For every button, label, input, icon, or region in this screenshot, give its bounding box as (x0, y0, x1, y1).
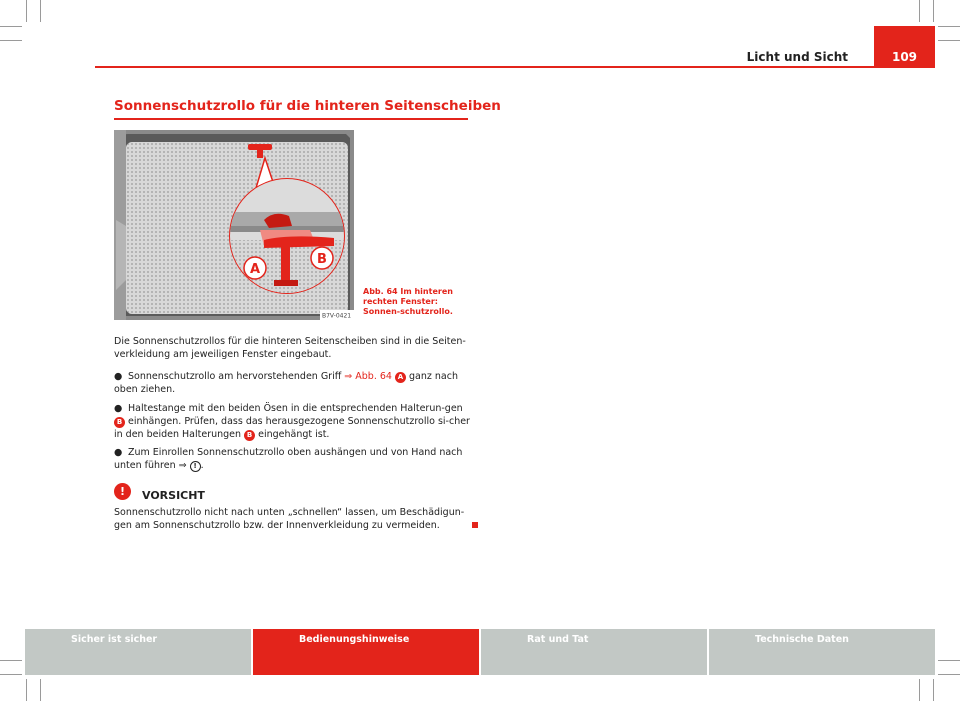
footer-tab-rat[interactable]: Rat und Tat (481, 629, 707, 675)
crop-mark (919, 679, 920, 701)
bullet-symbol: ● (114, 371, 123, 382)
crop-mark (40, 0, 41, 22)
crop-mark (933, 679, 934, 701)
sunshade-illustration (114, 130, 354, 320)
crop-mark (919, 0, 920, 22)
crop-mark (26, 679, 27, 701)
bullet-symbol: ● (114, 447, 123, 458)
badge-b: B (244, 430, 255, 441)
crop-mark (40, 679, 41, 701)
bullet-item-3: ● Zum Einrollen Sonnenschutzrollo oben aushängen und von Hand nach unten führen ⇒ ! . (114, 447, 463, 471)
crop-mark (0, 26, 22, 27)
crop-mark (938, 40, 960, 41)
figure-code: B7V-0421 (322, 312, 352, 320)
warning-title: VORSICHT (142, 489, 205, 502)
bullet-item-2: ● Haltestange mit den beiden Ösen in die entsprechenden Halterun-gen B einhängen. Prüfen, dass das herausgezogene Sonnenschutzrollo si-cher in den beiden Halterungen B eingehängt ist. (114, 403, 470, 440)
page-number: 109 (874, 26, 935, 67)
footer-nav (25, 629, 935, 675)
footer-tab-technische[interactable]: Technische Daten (709, 629, 935, 675)
footer-tab-sicher[interactable]: Sicher ist sicher (25, 629, 251, 675)
section-underline (114, 118, 468, 120)
caution-icon: ! (114, 483, 131, 500)
crop-mark (938, 674, 960, 675)
figure-reference-link[interactable]: ⇒ Abb. 64 (344, 371, 392, 382)
label-b: B (317, 252, 327, 267)
crop-mark (0, 674, 22, 675)
crop-mark (938, 26, 960, 27)
bullet-symbol: ● (114, 403, 123, 414)
figure-caption: Abb. 64 Im hinteren rechten Fenster: Sonnen-schutzrollo. (363, 287, 453, 316)
crop-mark (0, 40, 22, 41)
badge-a: A (395, 372, 406, 383)
crop-mark (26, 0, 27, 22)
figure-sunshade (114, 130, 354, 320)
warning-reference-icon[interactable]: ! (190, 461, 201, 472)
header-rule (95, 66, 935, 68)
label-a: A (249, 262, 261, 277)
badge-b: B (114, 417, 125, 428)
section-end-mark (472, 522, 478, 528)
chapter-title: Licht und Sicht (746, 50, 848, 64)
crop-mark (938, 660, 960, 661)
footer-tab-bedienung[interactable]: Bedienungshinweise (253, 629, 479, 675)
section-title: Sonnenschutzrollo für die hinteren Seitenscheiben (114, 98, 501, 114)
crop-mark (0, 660, 22, 661)
warning-text: Sonnenschutzrollo nicht nach unten „schnellen“ lassen, um Beschädigun-gen am Sonnenschutzrollo bzw. der Innenverkleidung zu vermeiden. (114, 507, 465, 531)
crop-mark (933, 0, 934, 22)
intro-paragraph: Die Sonnenschutzrollos für die hinteren Seitenscheiben sind in die Seiten-verkleidung am jeweiligen Fenster eingebaut. (114, 336, 466, 360)
bullet-item-1: ● Sonnenschutzrollo am hervorstehenden Griff ⇒ Abb. 64 A ganz nach oben ziehen. (114, 371, 458, 395)
